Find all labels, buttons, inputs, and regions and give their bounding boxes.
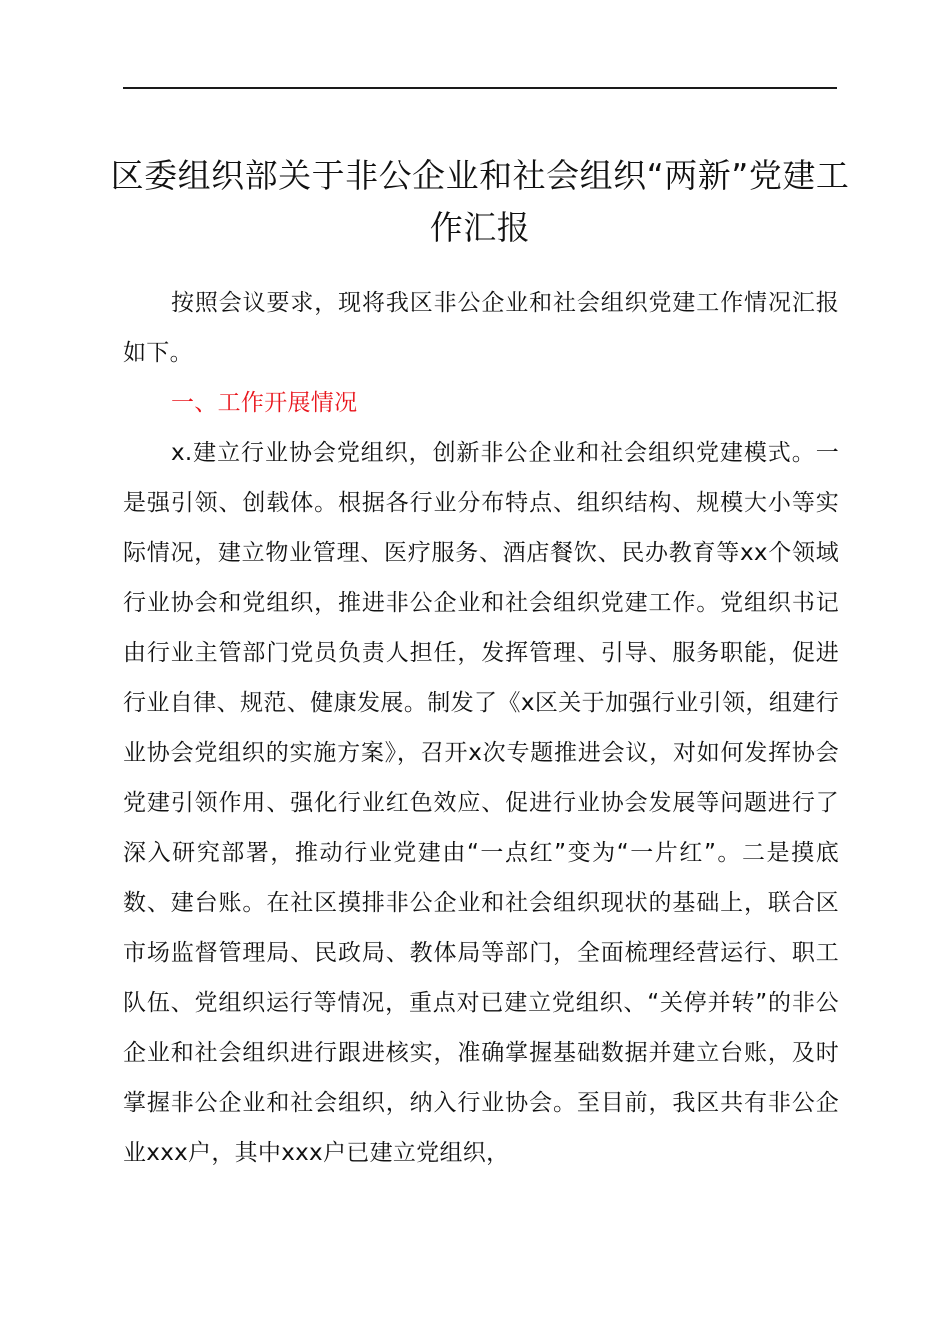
document-title: 区委组织部关于非公企业和社会组织“两新”党建工作汇报	[110, 156, 850, 247]
document-body	[123, 278, 839, 1178]
section-heading: 一、工作开展情况	[171, 390, 358, 416]
body-paragraph: x.建立行业协会党组织，创新非公企业和社会组织党建模式。一是强引领、创载体。根据各行业分布特点、组织结构、规模大小等实际情况，建立物业管理、医疗服务、酒店餐饮、民办教育等xx个领域行业协会和党组织，推进非公企业和社会组织党建工作。党组织书记由行业主管部门党员负责人担任，发挥管理、引导、服务职能，促进行业自律、规范、健康发展。制发了《x区关于加强行业引领，组建行业协会党组织的实施方案》，召开x次专题推进会议，对如何发挥协会党建引领作用、强化行业红色效应、促进行业协会发展等问题进行了深入研究部署，推动行业党建由“一点红”变为“一片红”。二是摸底数、建台账。在社区摸排非公企业和社会组织现状的基础上，联合区市场监督管理局、民政局、教体局等部门，全面梳理经营运行、职工队伍、党组织运行等情况，重点对已建立党组织、“关停并转”的非公企业和社会组织进行跟进核实，准确掌握基础数据并建立台账，及时掌握非公企业和社会组织，纳入行业协会。至目前，我区共有非公企业xxx户，其中xxx户已建立党组织，	[123, 440, 839, 1166]
intro-paragraph: 按照会议要求，现将我区非公企业和社会组织党建工作情况汇报如下。	[123, 290, 839, 366]
header-rule	[123, 87, 837, 89]
